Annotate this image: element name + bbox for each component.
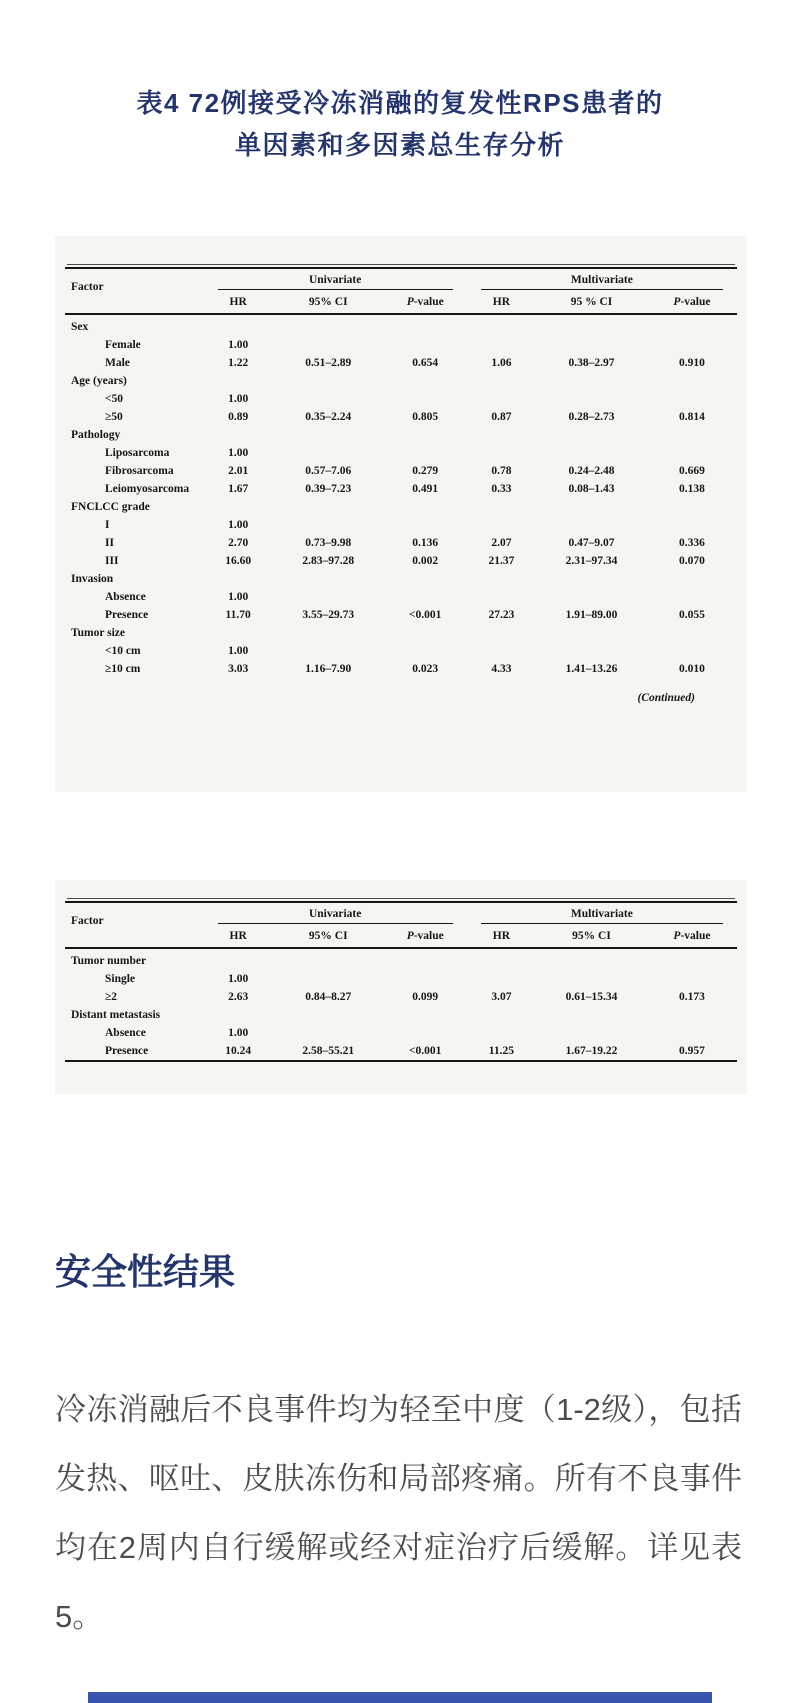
cell-value bbox=[384, 444, 467, 462]
cell-value bbox=[536, 336, 647, 354]
row-label: Fibrosarcoma bbox=[105, 465, 174, 477]
cell-value: 0.08–1.43 bbox=[568, 483, 615, 495]
row-label: Single bbox=[105, 973, 136, 985]
cell-value: 0.173 bbox=[679, 991, 705, 1003]
cell-value: 21.37 bbox=[488, 555, 515, 567]
row-label: Presence bbox=[105, 1045, 149, 1057]
row-label: Leiomyosarcoma bbox=[105, 483, 190, 495]
cell-value bbox=[467, 516, 536, 534]
table-subheader-row bbox=[65, 293, 737, 314]
table-spanner-row bbox=[65, 268, 737, 293]
cell-value bbox=[273, 642, 384, 660]
cell-value bbox=[647, 588, 737, 606]
cell-value: 0.87 bbox=[491, 411, 512, 423]
cell-value bbox=[467, 970, 536, 988]
cell-value bbox=[467, 336, 536, 354]
cell-value bbox=[384, 642, 467, 660]
table4-part2-scan bbox=[55, 880, 747, 1094]
table-top-rule bbox=[67, 264, 735, 265]
cell-value bbox=[467, 444, 536, 462]
cell-value bbox=[273, 372, 384, 390]
table4-title bbox=[0, 0, 800, 166]
row-label: ≥10 cm bbox=[105, 663, 141, 675]
multivariate-header: Multivariate bbox=[467, 902, 737, 927]
table-group-row bbox=[65, 498, 737, 516]
cell-value bbox=[536, 570, 647, 588]
cell-value bbox=[273, 390, 384, 408]
cell-value: 1.67 bbox=[228, 483, 249, 495]
cell-value bbox=[273, 1024, 384, 1042]
cell-value bbox=[647, 498, 737, 516]
cell-value bbox=[536, 498, 647, 516]
cell-value: 0.38–2.97 bbox=[568, 357, 615, 369]
cell-value bbox=[384, 390, 467, 408]
cell-value bbox=[273, 588, 384, 606]
hr-header: HR bbox=[204, 293, 273, 314]
table-data-row bbox=[65, 408, 737, 426]
cell-value bbox=[273, 336, 384, 354]
cell-value: 0.136 bbox=[412, 537, 439, 549]
cell-value: 0.023 bbox=[412, 663, 439, 675]
hr-header: HR bbox=[204, 927, 273, 948]
cell-value: 0.669 bbox=[679, 465, 705, 477]
cell-value: 0.51–2.89 bbox=[305, 357, 352, 369]
cell-value: 2.63 bbox=[228, 991, 249, 1003]
cell-value: 0.805 bbox=[412, 411, 439, 423]
cell-value bbox=[536, 516, 647, 534]
row-label: III bbox=[105, 555, 119, 567]
cell-value: 0.910 bbox=[679, 357, 705, 369]
cell-value: 0.57–7.06 bbox=[305, 465, 352, 477]
cell-value bbox=[204, 314, 273, 336]
cell-value bbox=[467, 1006, 536, 1024]
cell-value bbox=[204, 498, 273, 516]
cell-value bbox=[384, 516, 467, 534]
row-label: Sex bbox=[71, 321, 89, 333]
cell-value bbox=[647, 516, 737, 534]
cell-value bbox=[273, 314, 384, 336]
cell-value bbox=[467, 426, 536, 444]
cell-value bbox=[647, 426, 737, 444]
cell-value: 2.01 bbox=[228, 465, 249, 477]
cell-value: 0.84–8.27 bbox=[305, 991, 352, 1003]
row-label: FNCLCC grade bbox=[71, 501, 150, 513]
cell-value: 0.010 bbox=[679, 663, 705, 675]
safety-results-heading: 安全性结果 bbox=[55, 1251, 236, 1292]
table-data-row bbox=[65, 660, 737, 678]
cell-value: 16.60 bbox=[225, 555, 252, 567]
table-group-row bbox=[65, 314, 737, 336]
row-label: Pathology bbox=[71, 429, 121, 441]
ci-header: 95% CI bbox=[273, 293, 384, 314]
footer-accent-bar bbox=[88, 1692, 712, 1703]
cell-value bbox=[536, 588, 647, 606]
cell-value bbox=[536, 390, 647, 408]
cell-value bbox=[536, 1006, 647, 1024]
cell-value: 0.814 bbox=[679, 411, 705, 423]
table-spanner-row bbox=[65, 902, 737, 927]
cell-value: 2.70 bbox=[228, 537, 249, 549]
cell-value bbox=[384, 372, 467, 390]
cell-value: 0.957 bbox=[679, 1045, 705, 1057]
ci-header: 95% CI bbox=[273, 927, 384, 948]
survival-analysis-table-1 bbox=[65, 267, 737, 678]
cell-value: 0.654 bbox=[412, 357, 439, 369]
pvalue-header: P-value bbox=[647, 293, 737, 314]
cell-value bbox=[647, 624, 737, 642]
empty-header-cell bbox=[65, 293, 204, 314]
cell-value bbox=[467, 948, 536, 970]
hr-header: HR bbox=[467, 927, 536, 948]
cell-value bbox=[467, 588, 536, 606]
safety-results-paragraph: 冷冻消融后不良事件均为轻至中度（1-2级），包括发热、呕吐、皮肤冻伤和局部疼痛。所有不良事件均在2周内自行缓解或经对症治疗后缓解。详见表5。 bbox=[55, 1392, 742, 1634]
cell-value: 1.00 bbox=[228, 1027, 249, 1039]
row-label: Distant metastasis bbox=[71, 1009, 161, 1021]
cell-value bbox=[536, 970, 647, 988]
cell-value bbox=[536, 444, 647, 462]
cell-value: <0.001 bbox=[409, 609, 442, 621]
table-group-row bbox=[65, 570, 737, 588]
table-data-row bbox=[65, 336, 737, 354]
cell-value: 3.55–29.73 bbox=[302, 609, 355, 621]
cell-value bbox=[467, 642, 536, 660]
cell-value: 1.00 bbox=[228, 645, 249, 657]
cell-value: 2.31–97.34 bbox=[565, 555, 618, 567]
pvalue-header: P-value bbox=[647, 927, 737, 948]
factor-header: Factor bbox=[71, 281, 104, 293]
cell-value: 0.138 bbox=[679, 483, 705, 495]
cell-value: 0.39–7.23 bbox=[305, 483, 352, 495]
cell-value: 1.00 bbox=[228, 973, 249, 985]
table-subheader-row bbox=[65, 927, 737, 948]
pvalue-header: P-value bbox=[384, 293, 467, 314]
table-data-row bbox=[65, 1024, 737, 1042]
cell-value bbox=[647, 1006, 737, 1024]
cell-value: 0.89 bbox=[228, 411, 249, 423]
cell-value bbox=[467, 570, 536, 588]
cell-value: 0.279 bbox=[412, 465, 439, 477]
survival-analysis-table-2 bbox=[65, 901, 737, 1062]
table-data-row bbox=[65, 1042, 737, 1061]
row-label: Absence bbox=[105, 1027, 146, 1039]
table4-part1-scan bbox=[55, 236, 747, 792]
cell-value bbox=[273, 948, 384, 970]
cell-value bbox=[647, 444, 737, 462]
cell-value bbox=[384, 970, 467, 988]
cell-value bbox=[204, 624, 273, 642]
cell-value bbox=[467, 498, 536, 516]
cell-value bbox=[647, 314, 737, 336]
table-data-row bbox=[65, 552, 737, 570]
cell-value bbox=[467, 372, 536, 390]
cell-value bbox=[273, 624, 384, 642]
cell-value bbox=[384, 336, 467, 354]
cell-value: 3.07 bbox=[491, 991, 512, 1003]
row-label: Age (years) bbox=[71, 375, 127, 387]
row-label: I bbox=[105, 519, 110, 531]
table-group-row bbox=[65, 426, 737, 444]
cell-value: 0.33 bbox=[491, 483, 512, 495]
cell-value bbox=[384, 588, 467, 606]
cell-value: 2.83–97.28 bbox=[302, 555, 355, 567]
cell-value bbox=[384, 570, 467, 588]
cell-value: 0.070 bbox=[679, 555, 705, 567]
cell-value: 1.00 bbox=[228, 393, 249, 405]
pvalue-header: P-value bbox=[384, 927, 467, 948]
cell-value: 1.00 bbox=[228, 339, 249, 351]
cell-value bbox=[647, 372, 737, 390]
cell-value bbox=[273, 516, 384, 534]
empty-header-cell bbox=[65, 927, 204, 948]
cell-value: 0.491 bbox=[412, 483, 439, 495]
cell-value: 0.61–15.34 bbox=[565, 991, 618, 1003]
cell-value: 0.28–2.73 bbox=[568, 411, 615, 423]
table-data-row bbox=[65, 988, 737, 1006]
cell-value bbox=[273, 444, 384, 462]
cell-value bbox=[536, 642, 647, 660]
table4-title-line2: 单因素和多因素总生存分析 bbox=[234, 130, 565, 160]
row-label: Tumor number bbox=[71, 955, 147, 967]
row-label: Male bbox=[105, 357, 130, 369]
cell-value bbox=[273, 426, 384, 444]
cell-value bbox=[384, 426, 467, 444]
cell-value: 1.00 bbox=[228, 447, 249, 459]
cell-value: <0.001 bbox=[409, 1045, 442, 1057]
cell-value: 0.24–2.48 bbox=[568, 465, 615, 477]
row-label: Female bbox=[105, 339, 141, 351]
continued-note: (Continued) bbox=[637, 692, 695, 704]
table-group-row bbox=[65, 948, 737, 970]
row-label: Invasion bbox=[71, 573, 114, 585]
cell-value bbox=[204, 570, 273, 588]
cell-value: 11.25 bbox=[488, 1045, 515, 1057]
cell-value bbox=[384, 314, 467, 336]
cell-value: 1.00 bbox=[228, 591, 249, 603]
cell-value: 2.58–55.21 bbox=[302, 1045, 355, 1057]
cell-value: 2.07 bbox=[491, 537, 512, 549]
cell-value bbox=[536, 372, 647, 390]
table-data-row bbox=[65, 534, 737, 552]
cell-value bbox=[273, 970, 384, 988]
cell-value bbox=[384, 1006, 467, 1024]
cell-value bbox=[273, 570, 384, 588]
cell-value: 0.73–9.98 bbox=[305, 537, 352, 549]
cell-value bbox=[467, 390, 536, 408]
univariate-header: Univariate bbox=[204, 902, 467, 927]
table-data-row bbox=[65, 462, 737, 480]
cell-value bbox=[204, 948, 273, 970]
cell-value bbox=[647, 1024, 737, 1042]
cell-value: 0.099 bbox=[412, 991, 439, 1003]
cell-value bbox=[647, 642, 737, 660]
cell-value bbox=[384, 624, 467, 642]
cell-value bbox=[384, 948, 467, 970]
cell-value bbox=[647, 390, 737, 408]
row-label: <10 cm bbox=[105, 645, 141, 657]
cell-value bbox=[647, 336, 737, 354]
table-top-rule bbox=[67, 898, 735, 899]
cell-value bbox=[204, 372, 273, 390]
table-data-row bbox=[65, 354, 737, 372]
cell-value bbox=[204, 426, 273, 444]
row-label: Liposarcoma bbox=[105, 447, 170, 459]
table-group-row bbox=[65, 372, 737, 390]
table-data-row bbox=[65, 444, 737, 462]
factor-header: Factor bbox=[71, 915, 104, 927]
table4-title-line1: 表4 72例接受冷冻消融的复发性RPS患者的 bbox=[136, 88, 664, 118]
cell-value bbox=[647, 970, 737, 988]
cell-value bbox=[273, 1006, 384, 1024]
table-data-row bbox=[65, 480, 737, 498]
cell-value: 4.33 bbox=[491, 663, 512, 675]
row-label: ≥2 bbox=[105, 991, 118, 1003]
cell-value bbox=[536, 1024, 647, 1042]
cell-value bbox=[536, 314, 647, 336]
table-data-row bbox=[65, 970, 737, 988]
cell-value bbox=[647, 948, 737, 970]
table-data-row bbox=[65, 606, 737, 624]
row-label: <50 bbox=[105, 393, 124, 405]
cell-value: 1.06 bbox=[491, 357, 512, 369]
table-data-row bbox=[65, 588, 737, 606]
cell-value: 11.70 bbox=[225, 609, 251, 621]
table-data-row bbox=[65, 642, 737, 660]
cell-value bbox=[536, 948, 647, 970]
ci-header: 95% CI bbox=[536, 927, 647, 948]
cell-value bbox=[467, 314, 536, 336]
row-label: ≥50 bbox=[105, 411, 123, 423]
cell-value bbox=[273, 498, 384, 516]
cell-value bbox=[536, 624, 647, 642]
cell-value: 0.336 bbox=[679, 537, 705, 549]
cell-value: 10.24 bbox=[225, 1045, 252, 1057]
cell-value bbox=[204, 1006, 273, 1024]
cell-value bbox=[384, 1024, 467, 1042]
cell-value: 1.22 bbox=[228, 357, 249, 369]
cell-value: 1.00 bbox=[228, 519, 249, 531]
table-data-row bbox=[65, 390, 737, 408]
cell-value: 0.35–2.24 bbox=[305, 411, 352, 423]
table-group-row bbox=[65, 1006, 737, 1024]
cell-value: 0.78 bbox=[491, 465, 512, 477]
cell-value: 0.055 bbox=[679, 609, 705, 621]
cell-value: 3.03 bbox=[228, 663, 249, 675]
table-group-row bbox=[65, 624, 737, 642]
cell-value bbox=[384, 498, 467, 516]
cell-value bbox=[467, 1024, 536, 1042]
cell-value bbox=[467, 624, 536, 642]
cell-value: 1.41–13.26 bbox=[565, 663, 618, 675]
cell-value: 0.002 bbox=[412, 555, 439, 567]
cell-value bbox=[536, 426, 647, 444]
cell-value: 0.47–9.07 bbox=[568, 537, 615, 549]
ci-header: 95 % CI bbox=[536, 293, 647, 314]
row-label: Presence bbox=[105, 609, 149, 621]
hr-header: HR bbox=[467, 293, 536, 314]
cell-value: 1.67–19.22 bbox=[565, 1045, 618, 1057]
cell-value: 1.91–89.00 bbox=[565, 609, 618, 621]
cell-value: 27.23 bbox=[488, 609, 515, 621]
univariate-header: Univariate bbox=[204, 268, 467, 293]
row-label: Absence bbox=[105, 591, 146, 603]
table-data-row bbox=[65, 516, 737, 534]
row-label: II bbox=[105, 537, 114, 549]
multivariate-header: Multivariate bbox=[467, 268, 737, 293]
cell-value: 1.16–7.90 bbox=[305, 663, 352, 675]
row-label: Tumor size bbox=[71, 627, 125, 639]
cell-value bbox=[647, 570, 737, 588]
